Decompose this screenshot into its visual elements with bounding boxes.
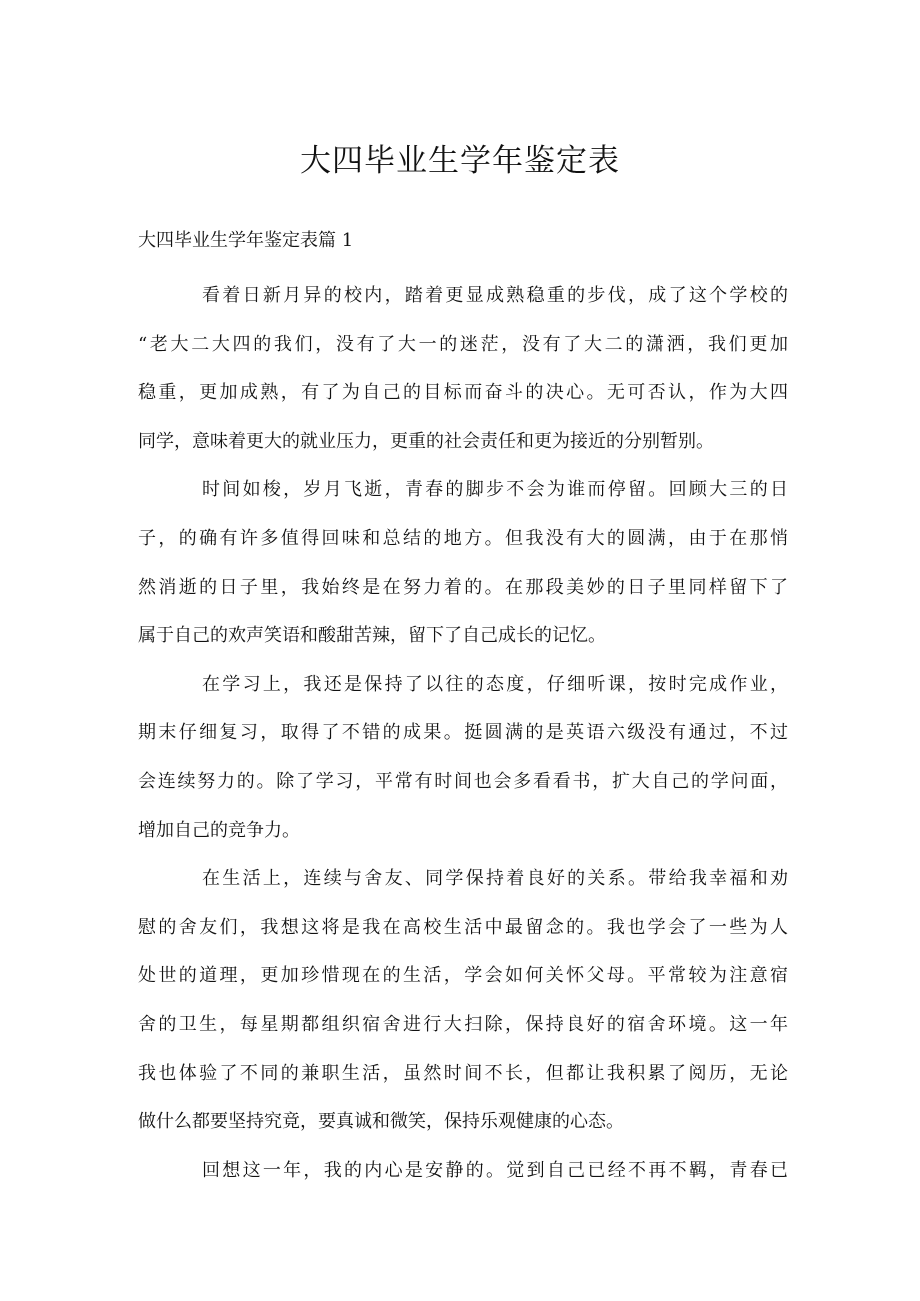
paragraph-line: 稳重，更加成熟，有了为自己的目标而奋斗的决心。无可否认，作为大四 bbox=[138, 382, 788, 404]
paragraph-line: “老大二大四的我们，没有了大一的迷茫，没有了大二的潇洒，我们更加 bbox=[138, 333, 788, 355]
paragraph-line: 属于自己的欢声笑语和酸甜苦辣，留下了自己成长的记忆。 bbox=[138, 625, 606, 647]
paragraph-line: 舍的卫生，每星期都组织宿舍进行大扫除，保持良好的宿舍环境。这一年 bbox=[138, 1013, 788, 1035]
paragraph-line: 回想这一年，我的内心是安静的。觉到自己已经不再不羁，青春已 bbox=[202, 1159, 788, 1181]
paragraph-line: 同学，意味着更大的就业压力，更重的社会责任和更为接近的分别暂别。 bbox=[138, 430, 714, 452]
document-subtitle: 大四毕业生学年鉴定表篇 1 bbox=[138, 230, 354, 251]
paragraph-line: 子，的确有许多值得回味和总结的地方。但我没有大的圆满，由于在那悄 bbox=[138, 527, 788, 549]
document-title: 大四毕业生学年鉴定表 bbox=[300, 143, 620, 179]
document-body bbox=[138, 272, 788, 1195]
paragraph-4 bbox=[138, 855, 788, 1147]
paragraph-line: 处世的道理，更加珍惜现在的生活，学会如何关怀父母。平常较为注意宿 bbox=[138, 965, 788, 987]
paragraph-line: 在生活上，连续与舍友、同学保持着良好的关系。带给我幸福和劝 bbox=[202, 868, 788, 890]
paragraph-line: 期末仔细复习，取得了不错的成果。挺圆满的是英语六级没有通过，不过 bbox=[138, 722, 788, 744]
paragraph-line: 增加自己的竞争力。 bbox=[138, 819, 300, 841]
paragraph-1 bbox=[138, 272, 788, 466]
paragraph-5 bbox=[138, 1147, 788, 1196]
paragraph-line: 做什么都要坚持究竟，要真诚和微笑，保持乐观健康的心态。 bbox=[138, 1111, 624, 1133]
paragraph-line: 时间如梭，岁月飞逝，青春的脚步不会为谁而停留。回顾大三的日 bbox=[202, 479, 788, 501]
paragraph-line: 看着日新月异的校内，踏着更显成熟稳重的步伐，成了这个学校的 bbox=[202, 285, 788, 306]
paragraph-2 bbox=[138, 466, 788, 660]
paragraph-line: 我也体验了不同的兼职生活，虽然时间不长，但都让我积累了阅历，无论 bbox=[138, 1062, 788, 1084]
paragraph-line: 然消逝的日子里，我始终是在努力着的。在那段美妙的日子里同样留下了 bbox=[138, 576, 788, 598]
paragraph-line: 会连续努力的。除了学习，平常有时间也会多看看书，扩大自己的学问面， bbox=[138, 770, 788, 792]
paragraph-line: 慰的舍友们，我想这将是我在高校生活中最留念的。我也学会了一些为人 bbox=[138, 916, 788, 938]
paragraph-line: 在学习上，我还是保持了以往的态度，仔细听课，按时完成作业， bbox=[202, 673, 788, 695]
paragraph-3 bbox=[138, 661, 788, 855]
